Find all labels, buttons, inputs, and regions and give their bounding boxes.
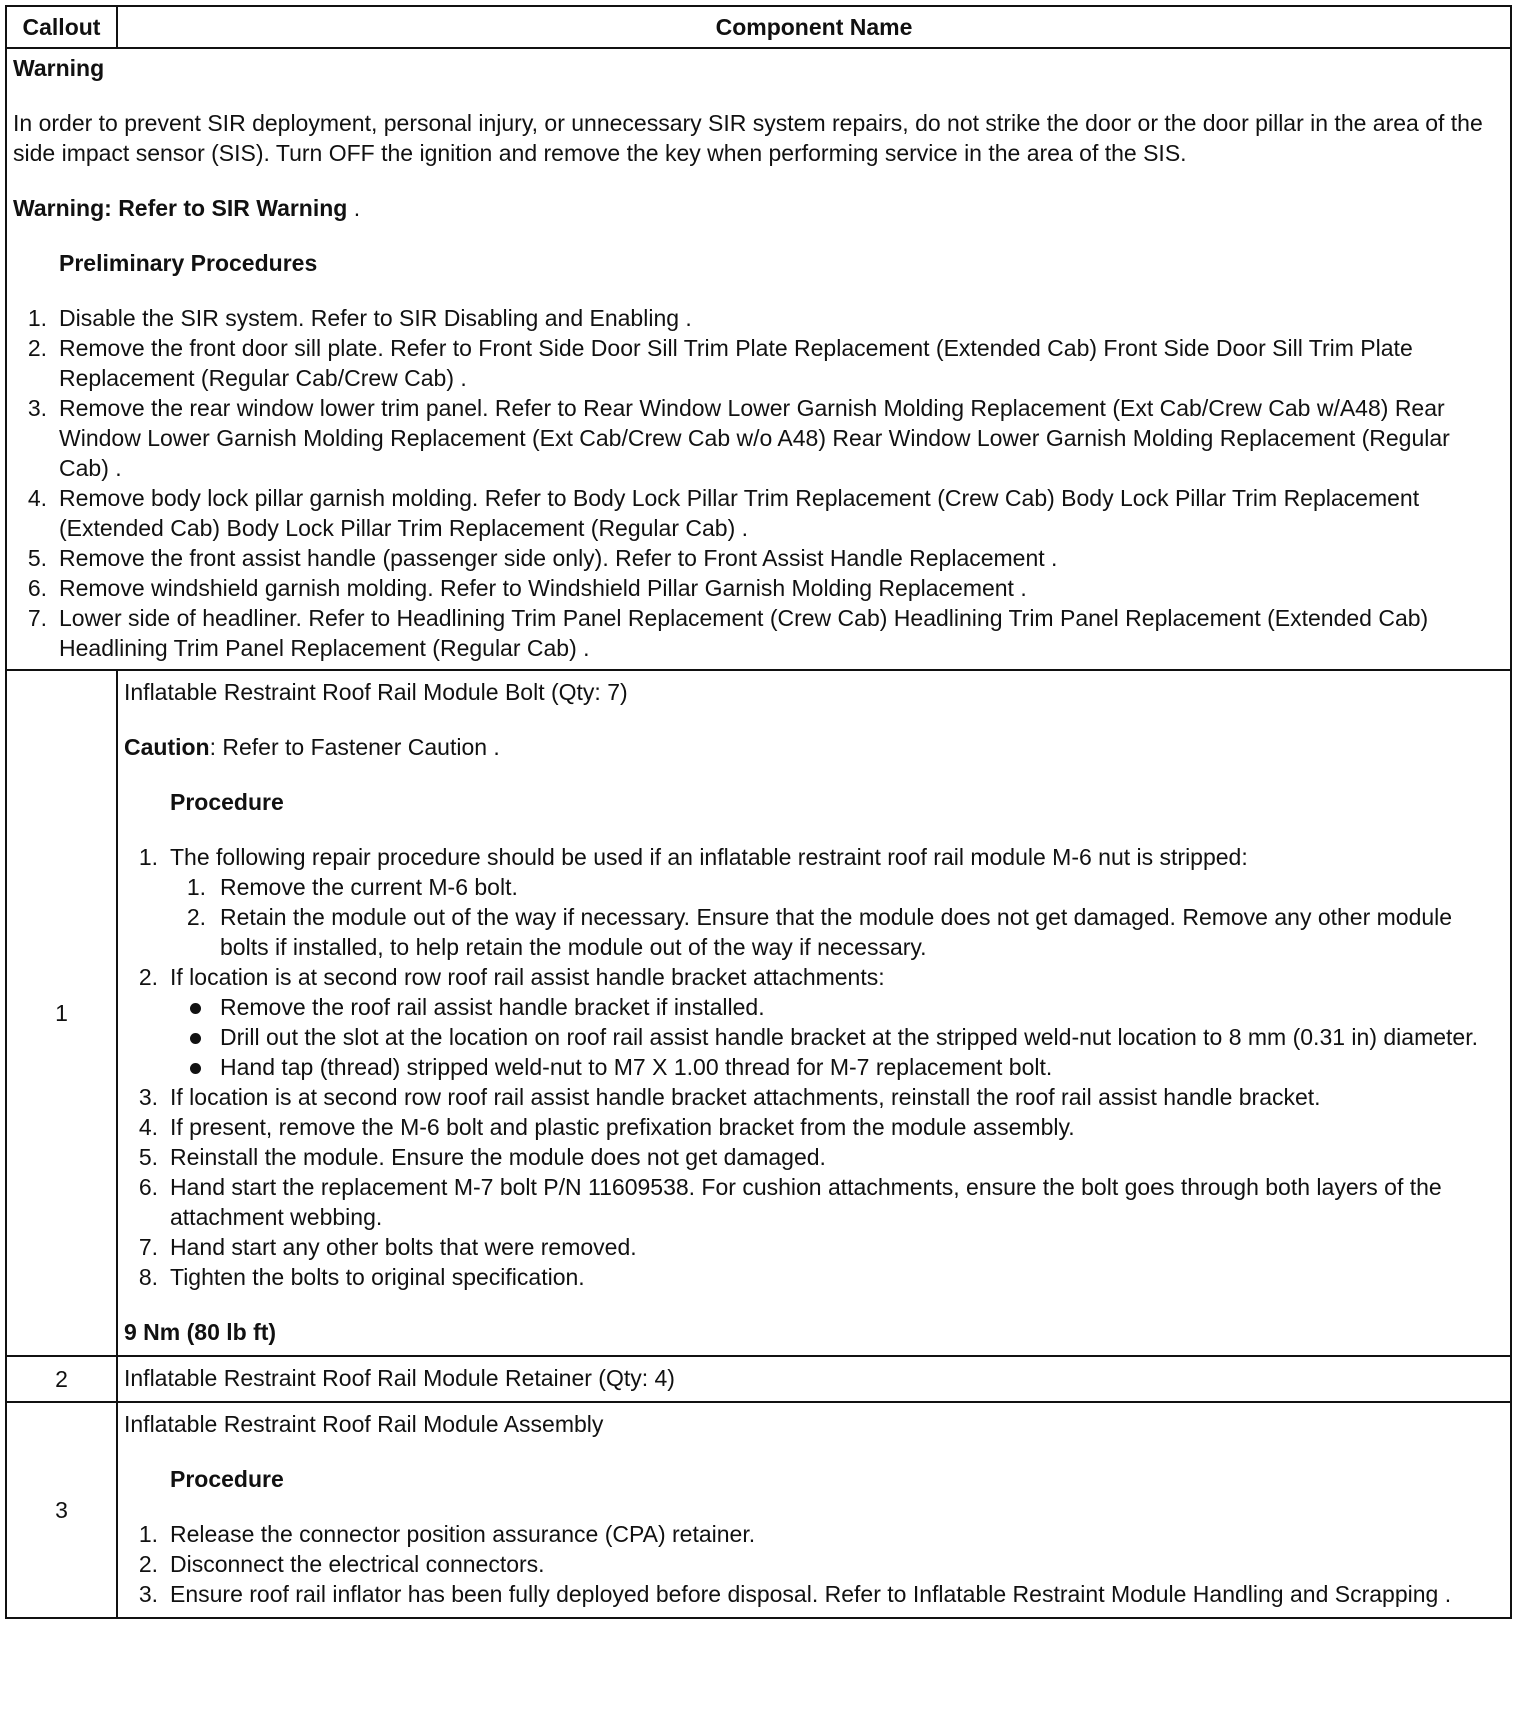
callout-column-header: Callout [6,6,117,48]
component-cell [117,1356,1511,1402]
warning-heading: Warning [13,55,105,81]
warning-ref-label: Warning: [13,195,112,221]
component-cell [117,1402,1511,1618]
list-item: 2. Disconnect the electrical connectors. [138,1551,545,1577]
list-item: 3. Ensure roof rail inflator has been fully deployed before disposal. Refer to Inflatable Restraint Module Handling and Scrapping . [138,1581,1452,1607]
bullet-icon [190,1063,201,1074]
component-table [5,5,1512,1619]
list-item: 2. If location is at second row roof rail assist handle bracket attachments: Remove the roof rail assist handle bracket if installed. Drill out the slot at the location on roof rail assist handle bracket at the stripped weld-nut location to 8 mm (0.31 in) diameter. Hand tap (thread) stripped weld-nut to M7 X 1.00 thread for M-7 replacement bolt. [124,962,1500,1082]
list-item: 1. Release the connector position assurance (CPA) retainer. [138,1521,756,1547]
caution-text: : Refer to Fastener Caution . [209,734,500,760]
list-item: 7. Hand start any other bolts that were removed. [138,1234,637,1260]
list-item: 1. Disable the SIR system. Refer to SIR Disabling and Enabling . [27,305,692,331]
bullet-icon [190,1033,201,1044]
list-item: 6. Remove windshield garnish molding. Refer to Windshield Pillar Garnish Molding Replacement . [27,575,1027,601]
warning-reference [13,193,1502,223]
warning-text: In order to prevent SIR deployment, personal injury, or unnecessary SIR system repairs, do not strike the door or the door pillar in the area of the side impact sensor (SIS). Turn OFF the ignition and remove the key when performing service in the area of the SIS. [13,110,1483,166]
caution-line [124,732,1500,762]
list-item: Remove the roof rail assist handle bracket if installed. [170,992,1500,1022]
warning-ref-dot: . [347,195,361,221]
list-item: 1. The following repair procedure should be used if an inflatable restraint roof rail module M-6 nut is stripped: 1. Remove the current M-6 bolt. 2. Retain the module out of the way if necessary. Ensure that the module does not get damaged. Remove any other module bolts if installed, to help retain the module out of the way if necessary. [124,842,1500,962]
procedure-heading: Procedure [170,789,284,815]
list-item: 5. Reinstall the module. Ensure the module does not get damaged. [138,1144,826,1170]
list-item: 2. Retain the module out of the way if necessary. Ensure that the module does not get damaged. Remove any other module bolts if installed, to help retain the module out of the way if necessary. [186,904,1453,960]
list-item: 5. Remove the front assist handle (passenger side only). Refer to Front Assist Handle Replacement . [27,545,1058,571]
component-name: Inflatable Restraint Roof Rail Module Assembly [124,1411,604,1437]
table-row [6,1356,1511,1402]
list-item: 3. If location is at second row roof rail assist handle bracket attachments, reinstall the roof rail assist handle bracket. [138,1084,1321,1110]
component-name: Inflatable Restraint Roof Rail Module Bolt (Qty: 7) [124,679,628,705]
preliminary-procedures-heading: Preliminary Procedures [59,250,318,276]
list-item: 7. Lower side of headliner. Refer to Headlining Trim Panel Replacement (Crew Cab) Headlining Trim Panel Replacement (Extended Cab) Headlining Trim Panel Replacement (Regular Cab) . [27,605,1429,661]
procedure-heading: Procedure [170,1466,284,1492]
table-header-row [6,6,1511,48]
sub-steps-list [170,872,1500,962]
torque-spec: 9 Nm (80 lb ft) [124,1319,277,1345]
list-item: Hand tap (thread) stripped weld-nut to M7 X 1.00 thread for M-7 replacement bolt. [170,1052,1500,1082]
list-item: 1. Remove the current M-6 bolt. [186,874,518,900]
callout-number: 3 [6,1402,117,1618]
list-item: Drill out the slot at the location on roof rail assist handle bracket at the stripped weld-nut location to 8 mm (0.31 in) diameter. [170,1022,1500,1052]
caution-label: Caution [124,734,210,760]
list-item: 3. Remove the rear window lower trim panel. Refer to Rear Window Lower Garnish Molding Replacement (Ext Cab/Crew Cab w/A48) Rear Window Lower Garnish Molding Replacement (Ext Cab/Crew Cab w/o A48) Rear Window Lower Garnish Molding Replacement (Regular Cab) . [27,395,1450,481]
intro-row [6,48,1511,670]
bullet-list [170,992,1500,1082]
component-name: Inflatable Restraint Roof Rail Module Retainer (Qty: 4) [124,1365,675,1391]
procedure-steps-list [124,1519,1500,1609]
warning-ref-link[interactable]: Refer to SIR Warning [118,195,348,221]
callout-number: 2 [6,1356,117,1402]
list-item: 2. Remove the front door sill plate. Refer to Front Side Door Sill Trim Plate Replacement (Extended Cab) Front Side Door Sill Trim Plate Replacement (Regular Cab/Crew Cab) . [27,335,1413,391]
list-item: 4. Remove body lock pillar garnish molding. Refer to Body Lock Pillar Trim Replacement (Crew Cab) Body Lock Pillar Trim Replacement (Extended Cab) Body Lock Pillar Trim Replacement (Regular Cab) . [27,485,1420,541]
list-item: 6. Hand start the replacement M-7 bolt P/N 11609538. For cushion attachments, ensure the bolt goes through both layers of the attachment webbing. [138,1174,1442,1230]
list-item: 8. Tighten the bolts to original specification. [138,1264,585,1290]
intro-cell [6,48,1511,670]
table-row [6,1402,1511,1618]
list-item: 4. If present, remove the M-6 bolt and plastic prefixation bracket from the module assembly. [138,1114,1075,1140]
procedure-steps-list [124,842,1500,1292]
component-cell [117,670,1511,1356]
bullet-icon [190,1003,201,1014]
preliminary-steps-list [13,303,1502,663]
component-column-header: Component Name [117,6,1511,48]
callout-number: 1 [6,670,117,1356]
table-row [6,670,1511,1356]
